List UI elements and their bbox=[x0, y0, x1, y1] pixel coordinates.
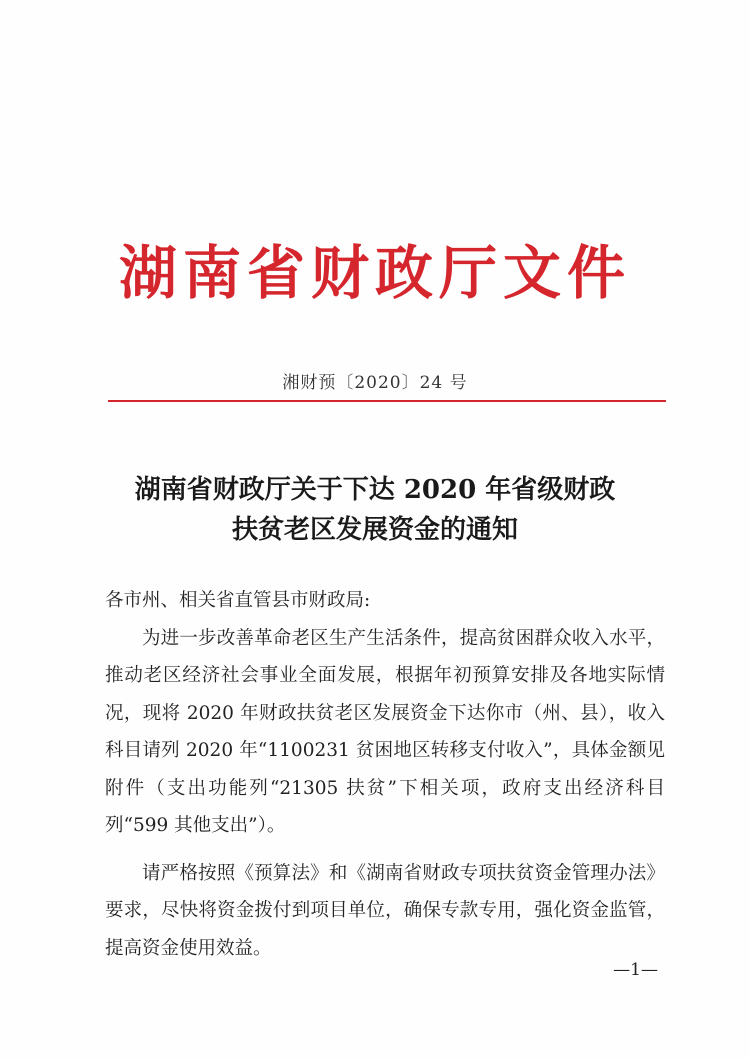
notice-body bbox=[105, 582, 665, 967]
body-paragraph-1: 为进一步改善革命老区生产生活条件，提高贫困群众收入水平，推动老区经济社会事业全面发展，根据年初预算安排及各地实际情况，现将 2020 年财政扶贫老区发展资金下达你市（州、县），收入科目请列 2020 年“1100231 贫困地区转移支付收入”，具体金额见附件（支出功能列“21305 扶贫”下相关项，政府支出经济科目列“599 其他支出”）。 bbox=[105, 627, 665, 836]
red-divider-line bbox=[108, 400, 666, 402]
notice-title-line-1: 湖南省财政厅关于下达 2020 年省级财政 bbox=[134, 475, 616, 505]
page-number: —1— bbox=[613, 960, 658, 980]
document-header-title: 湖南省财政厅文件 bbox=[118, 239, 631, 307]
document-number: 湘财预〔2020〕24 号 bbox=[282, 373, 468, 393]
body-paragraph-2: 请严格按照《预算法》和《湖南省财政专项扶贫资金管理办法》要求，尽快将资金拨付到项目单位，确保专款专用，强化资金监管，提高资金使用效益。 bbox=[105, 862, 665, 959]
salutation: 各市州、相关省直管县市财政局: bbox=[105, 590, 371, 611]
notice-title-line-2: 扶贫老区发展资金的通知 bbox=[231, 515, 518, 545]
notice-title bbox=[0, 470, 750, 550]
